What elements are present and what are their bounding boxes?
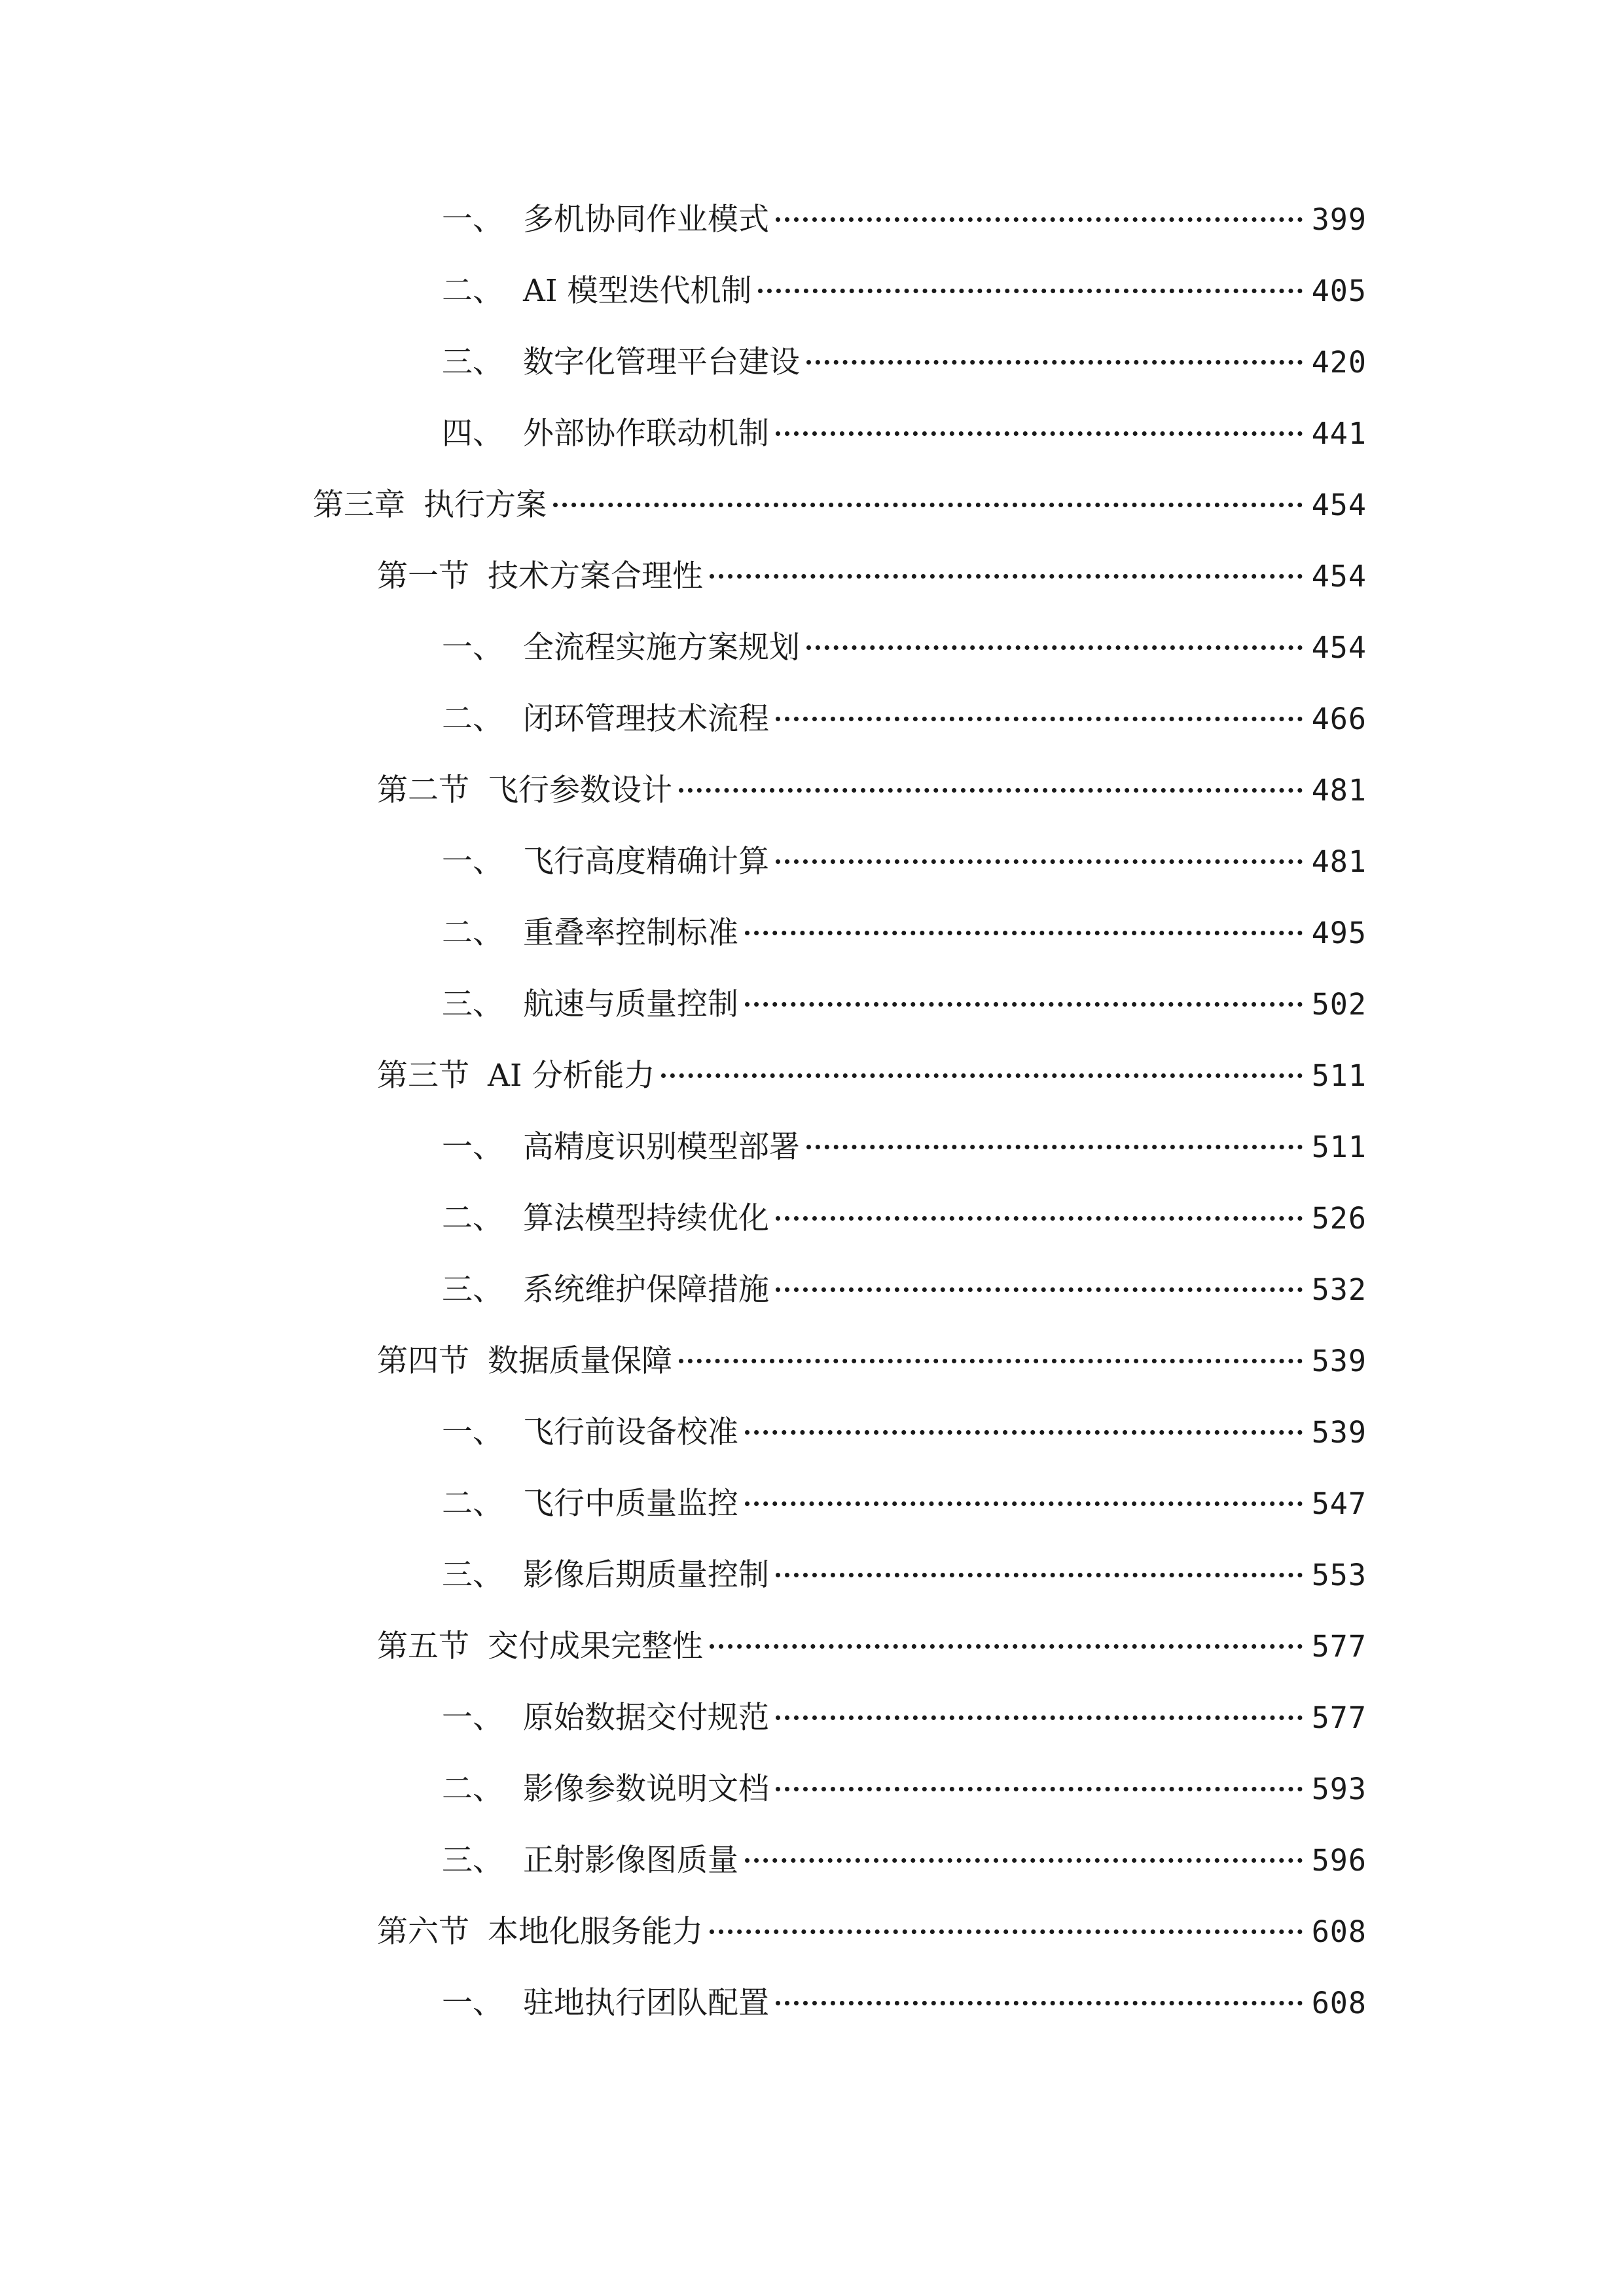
toc-entry[interactable] xyxy=(442,622,1367,674)
toc-entry[interactable] xyxy=(442,1692,1367,1744)
dot-leader xyxy=(679,1359,1303,1363)
page-number: 405 xyxy=(1311,274,1367,308)
dot-leader xyxy=(745,1858,1303,1863)
toc-entry[interactable] xyxy=(313,479,1367,531)
page-number: 539 xyxy=(1311,1415,1367,1450)
dot-leader xyxy=(776,1216,1303,1221)
entry-title: 交付成果完整性 xyxy=(488,1628,703,1664)
page-number: 441 xyxy=(1311,416,1367,451)
entry-title: 数据质量保障 xyxy=(488,1343,672,1379)
toc-entry[interactable] xyxy=(377,1050,1367,1102)
entry-title: 全流程实施方案规划 xyxy=(523,630,800,666)
entry-title: 重叠率控制标准 xyxy=(523,915,738,951)
page-number: 399 xyxy=(1311,202,1367,237)
entry-number: 一、 xyxy=(442,630,503,666)
dot-leader xyxy=(806,645,1303,650)
dot-leader xyxy=(776,1573,1303,1577)
dot-leader xyxy=(776,717,1303,721)
entry-number: 一、 xyxy=(442,1129,503,1165)
entry-title: 系统维护保障措施 xyxy=(523,1272,769,1308)
entry-title: 飞行高度精确计算 xyxy=(523,844,769,880)
entry-title: 影像参数说明文档 xyxy=(523,1771,769,1807)
entry-number: 二、 xyxy=(442,1486,503,1522)
page-number: 511 xyxy=(1311,1058,1367,1093)
entry-number: 第五节 xyxy=(377,1628,469,1664)
toc-entry[interactable] xyxy=(442,1193,1367,1245)
entry-number: 一、 xyxy=(442,844,503,880)
toc-entry[interactable] xyxy=(442,1549,1367,1602)
page-number: 532 xyxy=(1311,1272,1367,1307)
entry-number: 二、 xyxy=(442,1771,503,1807)
dot-leader xyxy=(661,1073,1302,1078)
entry-number: 三、 xyxy=(442,344,503,380)
entry-title: 算法模型持续优化 xyxy=(523,1200,769,1236)
entry-title: 闭环管理技术流程 xyxy=(523,701,769,737)
dot-leader xyxy=(776,2001,1303,2005)
toc-entry[interactable] xyxy=(442,336,1367,389)
entry-title: 航速与质量控制 xyxy=(523,986,738,1022)
entry-number: 第一节 xyxy=(377,558,469,594)
entry-number: 三、 xyxy=(442,1557,503,1593)
entry-number: 三、 xyxy=(442,1272,503,1308)
toc-entry[interactable] xyxy=(442,1264,1367,1316)
page-number: 608 xyxy=(1311,1914,1367,1949)
page-number: 454 xyxy=(1311,559,1367,594)
page-number: 454 xyxy=(1311,630,1367,665)
entry-number: 二、 xyxy=(442,915,503,951)
toc-entry[interactable] xyxy=(442,907,1367,960)
dot-leader xyxy=(806,1145,1303,1149)
entry-title: 多机协同作业模式 xyxy=(523,202,769,238)
page-number: 495 xyxy=(1311,916,1367,950)
entry-title: 驻地执行团队配置 xyxy=(523,1985,769,2021)
dot-leader xyxy=(679,788,1303,793)
entry-number: 第三章 xyxy=(313,487,405,523)
entry-title: AI 分析能力 xyxy=(488,1058,655,1094)
entry-number: 一、 xyxy=(442,1414,503,1450)
entry-number: 二、 xyxy=(442,273,503,309)
page-number: 502 xyxy=(1311,987,1367,1022)
entry-title: 飞行中质量监控 xyxy=(523,1486,738,1522)
entry-number: 四、 xyxy=(442,416,503,452)
toc-entry[interactable] xyxy=(442,693,1367,745)
toc-entry[interactable] xyxy=(377,1335,1367,1388)
page-number: 466 xyxy=(1311,702,1367,736)
page-number: 553 xyxy=(1311,1558,1367,1592)
dot-leader xyxy=(745,931,1303,935)
entry-number: 第三节 xyxy=(377,1058,469,1094)
dot-leader xyxy=(806,360,1303,365)
page-number: 481 xyxy=(1311,773,1367,808)
dot-leader xyxy=(710,1644,1303,1649)
entry-title: 执行方案 xyxy=(424,487,547,523)
entry-title: 技术方案合理性 xyxy=(488,558,703,594)
dot-leader xyxy=(776,217,1303,222)
page-number: 526 xyxy=(1311,1201,1367,1236)
toc-entry[interactable] xyxy=(442,1835,1367,1887)
page-number: 481 xyxy=(1311,844,1367,879)
dot-leader xyxy=(776,1287,1303,1292)
dot-leader xyxy=(776,1787,1303,1791)
toc-entry[interactable] xyxy=(377,1906,1367,1958)
entry-title: 本地化服务能力 xyxy=(488,1914,703,1950)
toc-entry[interactable] xyxy=(377,1621,1367,1673)
entry-number: 二、 xyxy=(442,701,503,737)
toc-entry[interactable] xyxy=(442,1977,1367,2030)
page-number: 608 xyxy=(1311,1986,1367,2020)
toc-entry[interactable] xyxy=(442,1478,1367,1530)
toc-entry[interactable] xyxy=(377,550,1367,603)
toc-entry[interactable] xyxy=(442,265,1367,317)
entry-number: 第四节 xyxy=(377,1343,469,1379)
toc-entry[interactable] xyxy=(377,764,1367,817)
entry-title: 影像后期质量控制 xyxy=(523,1557,769,1593)
toc-entry[interactable] xyxy=(442,978,1367,1031)
entry-number: 一、 xyxy=(442,1985,503,2021)
entry-title: 高精度识别模型部署 xyxy=(523,1129,800,1165)
entry-number: 三、 xyxy=(442,1842,503,1878)
page-number: 596 xyxy=(1311,1843,1367,1878)
toc-entry[interactable] xyxy=(442,1407,1367,1459)
entry-title: 飞行前设备校准 xyxy=(523,1414,738,1450)
dot-leader xyxy=(776,1715,1303,1720)
page-number: 593 xyxy=(1311,1772,1367,1806)
page-number: 420 xyxy=(1311,345,1367,380)
entry-title: 外部协作联动机制 xyxy=(523,416,769,452)
entry-title: 正射影像图质量 xyxy=(523,1842,738,1878)
dot-leader xyxy=(710,1929,1303,1934)
page-number: 577 xyxy=(1311,1629,1367,1664)
entry-number: 一、 xyxy=(442,1700,503,1736)
entry-number: 第六节 xyxy=(377,1914,469,1950)
dot-leader xyxy=(710,574,1303,579)
page-number: 511 xyxy=(1311,1130,1367,1164)
toc-entry[interactable] xyxy=(442,408,1367,460)
entry-number: 二、 xyxy=(442,1200,503,1236)
dot-leader xyxy=(745,1501,1303,1506)
toc-entry[interactable] xyxy=(442,194,1367,246)
toc-entry[interactable] xyxy=(442,836,1367,888)
page-number: 539 xyxy=(1311,1344,1367,1378)
dot-leader xyxy=(776,859,1303,864)
entry-title: AI 模型迭代机制 xyxy=(523,273,752,309)
entry-number: 第二节 xyxy=(377,772,469,808)
toc-entry[interactable] xyxy=(442,1763,1367,1816)
dot-leader xyxy=(776,431,1303,436)
dot-leader xyxy=(745,1002,1303,1007)
page-number: 577 xyxy=(1311,1700,1367,1735)
page-number: 547 xyxy=(1311,1486,1367,1521)
entry-title: 数字化管理平台建设 xyxy=(523,344,800,380)
toc-entry[interactable] xyxy=(442,1121,1367,1174)
page-number: 454 xyxy=(1311,488,1367,522)
dot-leader xyxy=(758,289,1302,293)
entry-number: 三、 xyxy=(442,986,503,1022)
entry-title: 飞行参数设计 xyxy=(488,772,672,808)
entry-number: 一、 xyxy=(442,202,503,238)
dot-leader xyxy=(553,503,1303,507)
dot-leader xyxy=(745,1430,1303,1435)
entry-title: 原始数据交付规范 xyxy=(523,1700,769,1736)
